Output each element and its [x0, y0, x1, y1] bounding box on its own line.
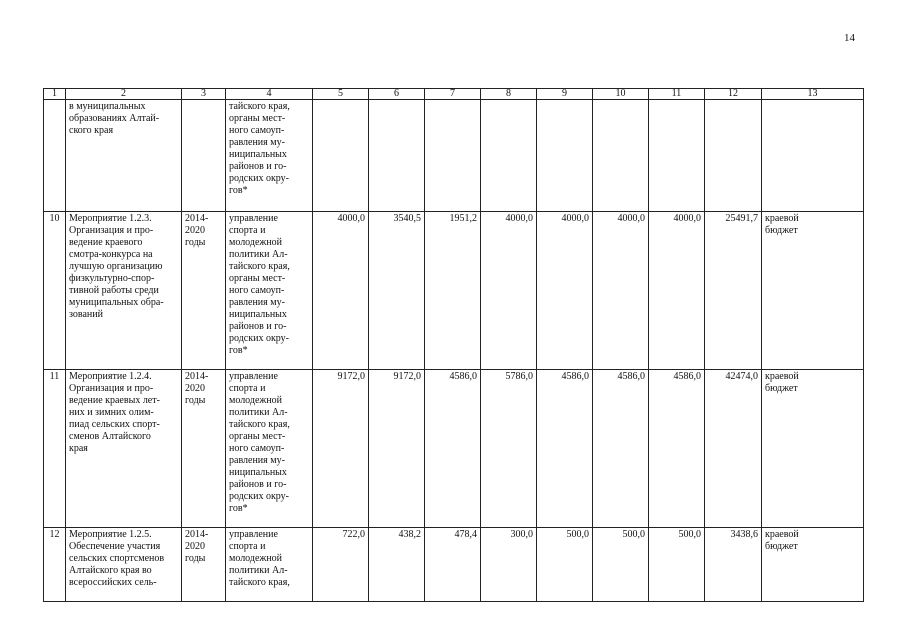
value-col12-total: 42474,0	[705, 370, 762, 528]
row-number: 11	[44, 370, 66, 528]
table-row	[44, 212, 864, 370]
period: 2014- 2020 годы	[182, 370, 226, 528]
table-row	[44, 370, 864, 528]
col-header: 5	[313, 89, 369, 100]
col-header: 12	[705, 89, 762, 100]
row-number: 10	[44, 212, 66, 370]
value-col11: 4000,0	[649, 212, 705, 370]
col-header: 10	[593, 89, 649, 100]
value-col9: 500,0	[537, 528, 593, 602]
col-header: 2	[66, 89, 182, 100]
value-col10: 500,0	[593, 528, 649, 602]
page-number: 14	[844, 32, 855, 44]
value-col5: 722,0	[313, 528, 369, 602]
period: 2014- 2020 годы	[182, 528, 226, 602]
col-header: 4	[226, 89, 313, 100]
value-col7: 4586,0	[425, 370, 481, 528]
executor: управление спорта и молодежной политики Ал- тайского края,	[226, 528, 313, 602]
value-col6: 438,2	[369, 528, 425, 602]
col-header: 13	[762, 89, 864, 100]
value-col9: 4586,0	[537, 370, 593, 528]
value-col12-total: 25491,7	[705, 212, 762, 370]
col-header: 3	[182, 89, 226, 100]
funding-source: краевой бюджет	[762, 370, 864, 528]
col-header: 6	[369, 89, 425, 100]
value-col5: 9172,0	[313, 370, 369, 528]
measure-name: Мероприятие 1.2.4. Организация и про- ведение краевых лет- них и зимних олим- пиад сельских спорт- сменов Алтайского края	[66, 370, 182, 528]
col-header: 7	[425, 89, 481, 100]
measure-name: в муниципальных образованиях Алтай- ского края	[66, 100, 182, 212]
column-number-row	[44, 89, 864, 100]
funding-source: краевой бюджет	[762, 212, 864, 370]
value-col8: 5786,0	[481, 370, 537, 528]
value-col9: 4000,0	[537, 212, 593, 370]
value-col6: 3540,5	[369, 212, 425, 370]
executor: управление спорта и молодежной политики Ал- тайского края, органы мест- ного самоуп- равления му- ниципальных районов и го- родских окру- гов*	[226, 370, 313, 528]
value-col8: 300,0	[481, 528, 537, 602]
period: 2014- 2020 годы	[182, 212, 226, 370]
value-col8: 4000,0	[481, 212, 537, 370]
value-col12-total: 3438,6	[705, 528, 762, 602]
row-number: 12	[44, 528, 66, 602]
value-col7: 478,4	[425, 528, 481, 602]
executor: управление спорта и молодежной политики Ал- тайского края, органы мест- ного самоуп- равления му- ниципальных районов и го- родских окру- гов*	[226, 212, 313, 370]
col-header: 11	[649, 89, 705, 100]
value-col6: 9172,0	[369, 370, 425, 528]
col-header: 1	[44, 89, 66, 100]
col-header: 8	[481, 89, 537, 100]
funding-source: краевой бюджет	[762, 528, 864, 602]
value-col10: 4586,0	[593, 370, 649, 528]
value-col5: 4000,0	[313, 212, 369, 370]
value-col7: 1951,2	[425, 212, 481, 370]
value-col10: 4000,0	[593, 212, 649, 370]
value-col11: 4586,0	[649, 370, 705, 528]
program-measures-table	[43, 88, 864, 602]
table-row-continuation	[44, 100, 864, 212]
col-header: 9	[537, 89, 593, 100]
table-row	[44, 528, 864, 602]
measure-name: Мероприятие 1.2.5. Обеспечение участия сельских спортсменов Алтайского края во всероссийских сель-	[66, 528, 182, 602]
value-col11: 500,0	[649, 528, 705, 602]
executor: тайского края, органы мест- ного самоуп- равления му- ниципальных районов и го- родских окру- гов*	[226, 100, 313, 212]
measure-name: Мероприятие 1.2.3. Организация и про- ведение краевого смотра-конкурса на лучшую организацию физкультурно-спор- тивной работы среди муниципальных обра- зований	[66, 212, 182, 370]
